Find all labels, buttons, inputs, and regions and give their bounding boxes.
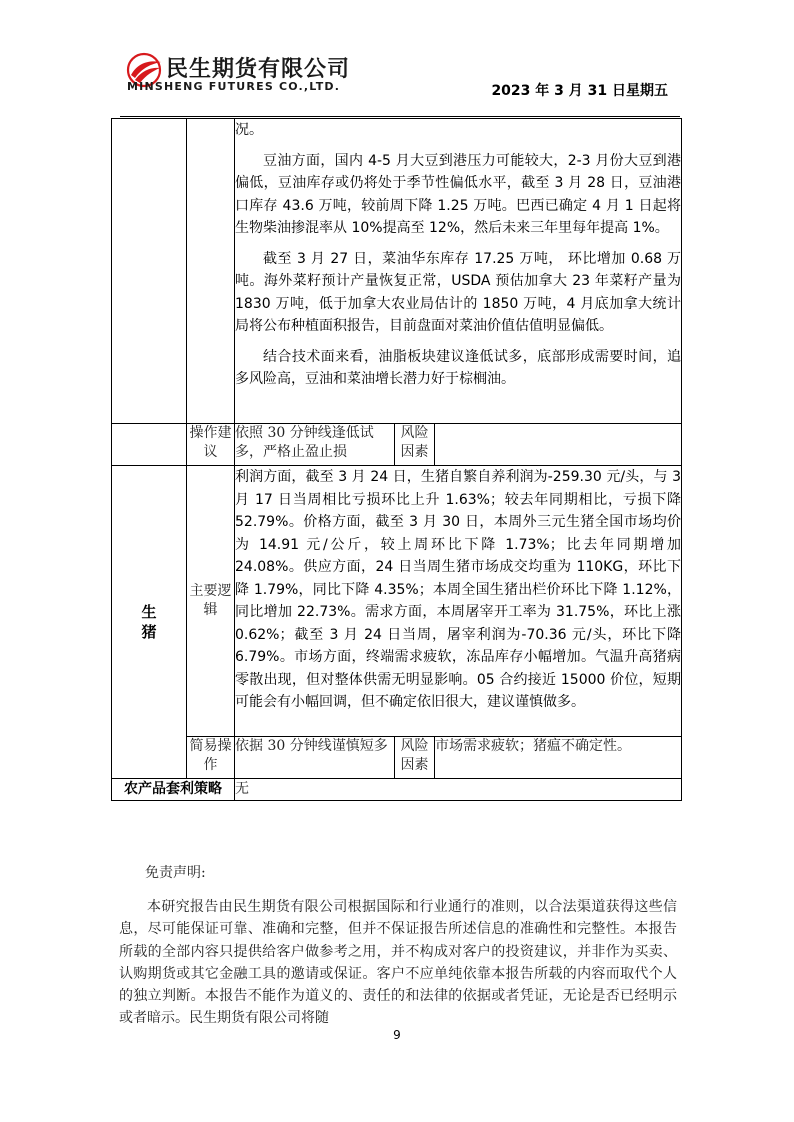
company-name-cn: 民生期货有限公司 bbox=[166, 57, 351, 82]
hog-section-label bbox=[112, 466, 187, 779]
hog-op-text: 依据 30 分钟线谨慎短多 bbox=[235, 737, 395, 779]
hog-risk-label: 风险因素 bbox=[395, 737, 435, 779]
oil-risk-text bbox=[435, 424, 682, 466]
oil-operation-row bbox=[112, 424, 682, 466]
arbitrage-row bbox=[112, 779, 682, 801]
oil-para-3: 结合技术面来看，油脂板块建议逢低试多，底部形成需要时间，追多风险高，豆油和菜油增长潜力好于棕榈油。 bbox=[235, 348, 681, 387]
oil-risk-label: 风险因素 bbox=[395, 424, 435, 466]
oil-op-label: 操作建议 bbox=[187, 424, 235, 466]
hog-section-text: 生猪 bbox=[141, 603, 157, 641]
oil-op-text: 依照 30 分钟线逢低试多，严格止盈止损 bbox=[235, 424, 395, 466]
oil-section-cell bbox=[112, 119, 187, 424]
hog-logic-text: 利润方面，截至 3 月 24 日，生猪自繁自养利润为-259.30 元/头，与 3 月 17 日当周相比亏损环比上升 1.63%；较去年同期相比，亏损下降 52.79%。价格方面，截至 3 月 30 日，本周外三元生猪全国市场均价为 14.91 元/公斤，较上周环比下降 1.73%；比去年同期增加 24.08%。供应方面，24 日当周生猪市场成交均重为 110KG，环比下降 1.79%，同比下降 4.35%；本周全国生猪出栏价环比下降 1.12%， 同比增加 22.73%。需求方面，本周屠宰开工率为 31.75%，环比上涨 0.62%；截至 3 月 24 日当周，屠宰利润为-70.36 元/头，环比下降 6.79%。市场方面，终端需求疲软，冻品库存小幅增加。气温升高猪病零散出现，但对整体供需无明显影响。05 合约接近 15000 价位，短期可能会有小幅回调，但不确定依旧很大，建议谨慎做多。 bbox=[235, 466, 682, 737]
disclaimer-title: 免责声明: bbox=[145, 865, 206, 881]
oil-analysis-row bbox=[112, 119, 682, 424]
strategy-table bbox=[111, 118, 682, 801]
header-rule bbox=[120, 116, 680, 117]
arbitrage-label: 农产品套利策略 bbox=[112, 779, 235, 801]
oil-para-1: 豆油方面，国内 4-5 月大豆到港压力可能较大，2-3 月份大豆到港偏低，豆油库存或仍将处于季节性偏低水平，截至 3 月 28 日，豆油港口库存 43.6 万吨，较前周下降 1.25 万吨。巴西已确定 4 月 1 日起将生物柴油掺混率从 10%提高至 12%，然后未来三年里每年提高 1%。 bbox=[235, 152, 681, 236]
disclaimer-text: 本研究报告由民生期货有限公司根据国际和行业通行的准则，以合法渠道获得这些信息，尽可能保证可靠、准确和完整，但并不保证报告所述信息的准确性和完整性。本报告所载的全部内容只提供给客户做参考之用，并不构成对客户的投资建议，并非作为买卖、认购期货或其它金融工具的邀请或保证。客户不应单纯依靠本报告所载的内容而取代个人的独立判断。本报告不能作为道义的、责任的和法律的依据或者凭证，无论是否已经明示或者暗示。民生期货有限公司将随 bbox=[119, 899, 677, 1027]
oil-section-cell-2 bbox=[112, 424, 187, 466]
oil-sub-cell bbox=[187, 119, 235, 424]
oil-para-2: 截至 3 月 27 日，菜油华东库存 17.25 万吨， 环比增加 0.68 万吨。海外菜籽预计产量恢复正常，USDA 预估加拿大 23 年菜籽产量为 1830 万吨，低于加拿大农业局估计的 1850 万吨，4 月底加拿大统计局将公布种植面积报告，目前盘面对菜油价值估值明显偏低。 bbox=[235, 250, 681, 334]
disclaimer-block bbox=[119, 862, 677, 1029]
page-header bbox=[120, 50, 680, 118]
page-number: 9 bbox=[393, 1028, 401, 1042]
hog-logic-row bbox=[112, 466, 682, 737]
hog-operation-row bbox=[112, 737, 682, 779]
report-date: 2023 年 3 月 31 日星期五 bbox=[491, 83, 668, 99]
oil-analysis-text bbox=[235, 119, 682, 424]
company-name-en: MINSHENG FUTURES CO.,LTD. bbox=[127, 80, 341, 93]
oil-para-0: 况。 bbox=[235, 122, 263, 138]
arbitrage-value: 无 bbox=[235, 779, 682, 801]
hog-logic-label: 主要逻辑 bbox=[187, 466, 235, 737]
hog-risk-text: 市场需求疲软；猪瘟不确定性。 bbox=[435, 737, 682, 779]
hog-op-label: 简易操作 bbox=[187, 737, 235, 779]
